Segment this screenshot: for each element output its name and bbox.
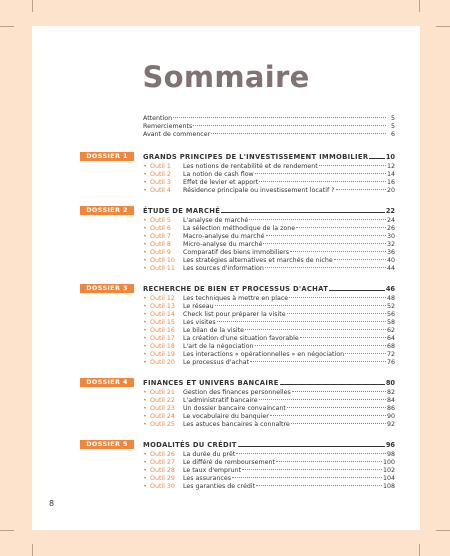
toc-entry[interactable] [80,319,395,327]
tool-number: Outil 17 [150,335,175,342]
toc-entry-label: Le taux d'emprunt [183,467,242,474]
dossier-badge: DOSSIER 2 [80,206,134,215]
bullet-icon: • [143,335,147,342]
leader-dots [345,353,386,354]
crop-mark [0,26,14,27]
leader-dots [263,243,386,244]
toc-entry[interactable] [80,233,395,241]
dossier-page: 22 [385,206,395,215]
leader-dots [296,227,386,228]
toc-entry-page: 90 [386,413,395,420]
toc-entry-label: Les stratégies alternatives et marchés de niche [183,257,333,264]
bullet-icon: • [143,233,147,240]
leader-dots [270,415,386,416]
leader-line [369,158,384,159]
tool-number: Outil 23 [150,405,175,412]
leader-dots [276,461,382,462]
toc-entry-label: Résidence principale ou investissement locatif ? [183,187,335,194]
toc-entry-label: Comparatif des biens immobiliers [183,249,290,256]
toc-entry-page: 58 [386,319,395,326]
bullet-icon: • [143,405,147,412]
bullet-icon: • [143,389,147,396]
bullet-icon: • [143,217,147,224]
tool-number: Outil 16 [150,327,175,334]
toc-entry-label: Gestion des finances personnelles [183,389,291,396]
bullet-icon: • [143,303,147,310]
tool-number: Outil 19 [150,351,175,358]
leader-line [280,384,385,385]
toc-entry-page: 72 [386,351,395,358]
toc-entry[interactable] [80,397,395,405]
tool-number: Outil 26 [150,451,175,458]
tool-number: Outil 9 [150,249,171,256]
dossier-page: 10 [385,152,395,161]
dossier-badge: DOSSIER 5 [80,440,134,449]
toc-entry-page: 40 [386,257,395,264]
toc-entry-label: L'analyse de marché [183,217,249,224]
toc-entry-page: 48 [386,295,395,302]
tool-number: Outil 7 [150,233,171,240]
toc-entry-label: Attention [143,115,173,122]
tool-number: Outil 13 [150,303,175,310]
toc-entry[interactable] [80,257,395,265]
toc-entry-page: 104 [382,475,395,482]
tool-number: Outil 30 [150,483,175,490]
dossier-title: RECHERCHE DE BIEN ET PROCESSUS D'ACHAT [143,284,329,293]
leader-dots [334,259,386,260]
toc-entry-label: Le vocabulaire du banquier [183,413,269,420]
dossier-page: 96 [385,440,395,449]
tool-number: Outil 15 [150,319,175,326]
leader-dots [217,321,386,322]
dossier-title: GRANDS PRINCIPES DE L'INVESTISSEMENT IMMOBILIER [143,152,369,161]
dossier-title: MODALITÉS DU CRÉDIT [143,440,237,449]
toc-entry-label: Les interactions « opérationnelles » en négociation [183,351,345,358]
toc-entry-page: 14 [386,171,395,178]
dossier-page: 46 [385,284,395,293]
tool-number: Outil 1 [150,163,171,170]
toc-entry-page: 56 [386,311,395,318]
tool-number: Outil 8 [150,241,171,248]
crop-mark [419,544,420,556]
toc-entry-label: Les techniques à mettre en place [183,295,289,302]
toc-entry-label: Micro-analyse du marché [183,241,263,248]
bullet-icon: • [143,451,147,458]
leader-dots [265,267,386,268]
bullet-icon: • [143,265,147,272]
toc-entry-page: 76 [386,359,395,366]
dossier-section [80,205,395,273]
tool-number: Outil 12 [150,295,175,302]
bullet-icon: • [143,475,147,482]
leader-line [238,446,385,447]
toc-entry[interactable] [80,225,395,233]
toc-entry-page: 24 [386,217,395,224]
dossier-section [80,439,395,491]
toc-entry-label: L'art de la négociation [183,343,254,350]
toc-entry[interactable] [80,187,395,195]
toc-entry[interactable] [80,249,395,257]
tool-number: Outil 5 [150,217,171,224]
page [32,26,420,530]
dossier-page: 80 [385,378,395,387]
toc-entry[interactable] [80,451,395,459]
toc-entry-label: Le processus d'achat [183,359,250,366]
toc-entry-page: 68 [386,343,395,350]
tool-number: Outil 4 [150,187,171,194]
page-title: Sommaire [142,60,310,94]
toc-entry-page: 12 [386,163,395,170]
toc-entry[interactable] [80,131,395,139]
leader-dots [287,313,386,314]
toc-entry[interactable] [80,389,395,397]
toc-entry[interactable] [80,405,395,413]
toc-entry[interactable] [80,123,395,131]
page-number: 8 [49,499,55,508]
bullet-icon: • [143,421,147,428]
toc-entry[interactable] [80,163,395,171]
crop-mark [0,530,14,531]
toc-entry-label: Avant de commencer [143,131,211,138]
dossier-heading[interactable] [80,439,395,450]
leader-dots [173,117,386,118]
toc-entry[interactable] [80,359,395,367]
bullet-icon: • [143,179,147,186]
tool-number: Outil 22 [150,397,175,404]
toc-entry-page: 102 [382,467,395,474]
dossier-section [80,151,395,195]
leader-line [221,212,385,213]
bullet-icon: • [143,319,147,326]
crop-mark [32,0,33,12]
toc-entry[interactable] [80,483,395,491]
toc-entry-page: 98 [386,451,395,458]
toc-entry[interactable] [80,459,395,467]
leader-dots [259,399,386,400]
tool-number: Outil 18 [150,343,175,350]
dossier-title: ÉTUDE DE MARCHÉ [143,206,221,215]
toc-entry-label: Les astuces bancaires à connaître [183,421,290,428]
toc-entry-label: Les garanties de crédit [183,483,256,490]
toc-entry[interactable] [80,335,395,343]
toc-entry-label: La notion de cash flow [183,171,254,178]
leader-line [329,290,385,291]
bullet-icon: • [143,187,147,194]
table-of-contents [80,115,395,491]
dossier-heading[interactable] [80,205,395,216]
bullet-icon: • [143,241,147,248]
leader-dots [242,469,382,470]
tool-number: Outil 29 [150,475,175,482]
bullet-icon: • [143,459,147,466]
bullet-icon: • [143,163,147,170]
tool-number: Outil 6 [150,225,171,232]
toc-entry-page: 5 [390,123,395,130]
toc-entry[interactable] [80,171,395,179]
leader-dots [245,329,386,330]
leader-dots [290,251,386,252]
leader-dots [336,189,386,190]
leader-dots [215,305,386,306]
toc-entry-label: Les assurances [183,475,232,482]
toc-entry[interactable] [80,421,395,429]
bullet-icon: • [143,343,147,350]
dossier-heading[interactable] [80,283,395,294]
toc-entry[interactable] [80,311,395,319]
leader-dots [232,477,382,478]
toc-entry-label: Le réseau [183,303,214,310]
dossier-badge: DOSSIER 3 [80,284,134,293]
bullet-icon: • [143,225,147,232]
dossier-section [80,283,395,367]
toc-entry-label: Le bilan de la visite [183,327,244,334]
leader-dots [292,391,386,392]
bullet-icon: • [143,397,147,404]
bullet-icon: • [143,311,147,318]
bullet-icon: • [143,413,147,420]
toc-entry[interactable] [80,179,395,187]
leader-dots [259,181,386,182]
toc-entry-page: 26 [386,225,395,232]
dossier-heading[interactable] [80,151,395,162]
toc-entry-page: 16 [386,179,395,186]
bullet-icon: • [143,359,147,366]
bullet-icon: • [143,467,147,474]
tool-number: Outil 2 [150,171,171,178]
toc-entry-page: 92 [386,421,395,428]
tool-number: Outil 10 [150,257,175,264]
toc-entry[interactable] [80,467,395,475]
leader-dots [211,133,386,134]
toc-entry-page: 52 [386,303,395,310]
toc-entry-page: 62 [386,327,395,334]
toc-entry[interactable] [80,351,395,359]
tool-number: Outil 25 [150,421,175,428]
leader-dots [249,219,386,220]
toc-entry-page: 64 [386,335,395,342]
toc-entry-label: Les sources d'information [183,265,264,272]
bullet-icon: • [143,351,147,358]
crop-mark [419,0,420,12]
toc-entry[interactable] [80,475,395,483]
toc-entry[interactable] [80,265,395,273]
toc-entry-page: 86 [386,405,395,412]
bullet-icon: • [143,295,147,302]
toc-entry-page: 82 [386,389,395,396]
toc-entry-label: Remerciements [143,123,193,130]
toc-entry-page: 20 [386,187,395,194]
toc-entry-page: 5 [390,115,395,122]
toc-entry[interactable] [80,343,395,351]
toc-entry[interactable] [80,241,395,249]
leader-dots [266,235,386,236]
tool-number: Outil 14 [150,311,175,318]
toc-entry-page: 30 [386,233,395,240]
leader-dots [236,453,386,454]
crop-mark [436,530,450,531]
tool-number: Outil 24 [150,413,175,420]
toc-entry-label: Effet de levier et apport [183,179,259,186]
crop-mark [32,544,33,556]
toc-entry-label: L'administratif bancaire [183,397,258,404]
dossier-list [80,151,395,491]
leader-dots [255,173,386,174]
dossier-title: FINANCES ET UNIVERS BANCAIRE [143,378,279,387]
toc-entry[interactable] [80,115,395,123]
leader-dots [289,297,386,298]
toc-entry-page: 84 [386,397,395,404]
bullet-icon: • [143,483,147,490]
toc-entry-page: 32 [386,241,395,248]
tool-number: Outil 27 [150,459,175,466]
toc-entry[interactable] [80,217,395,225]
dossier-badge: DOSSIER 1 [80,152,134,161]
leader-dots [256,485,382,486]
toc-entry-label: Les visites [183,319,216,326]
toc-entry-label: Check list pour préparer la visite [183,311,286,318]
bullet-icon: • [143,257,147,264]
toc-entry-label: La création d'une situation favorable [183,335,299,342]
bullet-icon: • [143,249,147,256]
tool-number: Outil 20 [150,359,175,366]
toc-entry[interactable] [80,295,395,303]
toc-entry-page: 108 [382,483,395,490]
leader-dots [291,423,386,424]
bullet-icon: • [143,171,147,178]
leader-dots [250,361,386,362]
toc-entry-label: La durée du prêt [183,451,236,458]
intro-list [80,115,395,139]
toc-entry-label: Les notions de rentabilité et de rendement [183,163,318,170]
dossier-heading[interactable] [80,377,395,388]
dossier-badge: DOSSIER 4 [80,378,134,387]
leader-dots [287,407,386,408]
leader-dots [193,125,386,126]
toc-entry-page: 44 [386,265,395,272]
toc-entry-label: Un dossier bancaire convaincant [183,405,286,412]
leader-dots [255,345,386,346]
dossier-section [80,377,395,429]
toc-entry[interactable] [80,327,395,335]
tool-number: Outil 11 [150,265,175,272]
toc-entry[interactable] [80,303,395,311]
leader-dots [300,337,386,338]
toc-entry-page: 6 [390,131,395,138]
toc-entry-label: Macro-analyse du marché [183,233,265,240]
toc-entry-page: 100 [382,459,395,466]
tool-number: Outil 21 [150,389,175,396]
toc-entry-label: Le différé de remboursement [183,459,275,466]
leader-dots [319,165,386,166]
toc-entry[interactable] [80,413,395,421]
tool-number: Outil 3 [150,179,171,186]
crop-mark [436,26,450,27]
tool-number: Outil 28 [150,467,175,474]
bullet-icon: • [143,327,147,334]
toc-entry-label: La sélection méthodique de la zone [183,225,296,232]
toc-entry-page: 36 [386,249,395,256]
